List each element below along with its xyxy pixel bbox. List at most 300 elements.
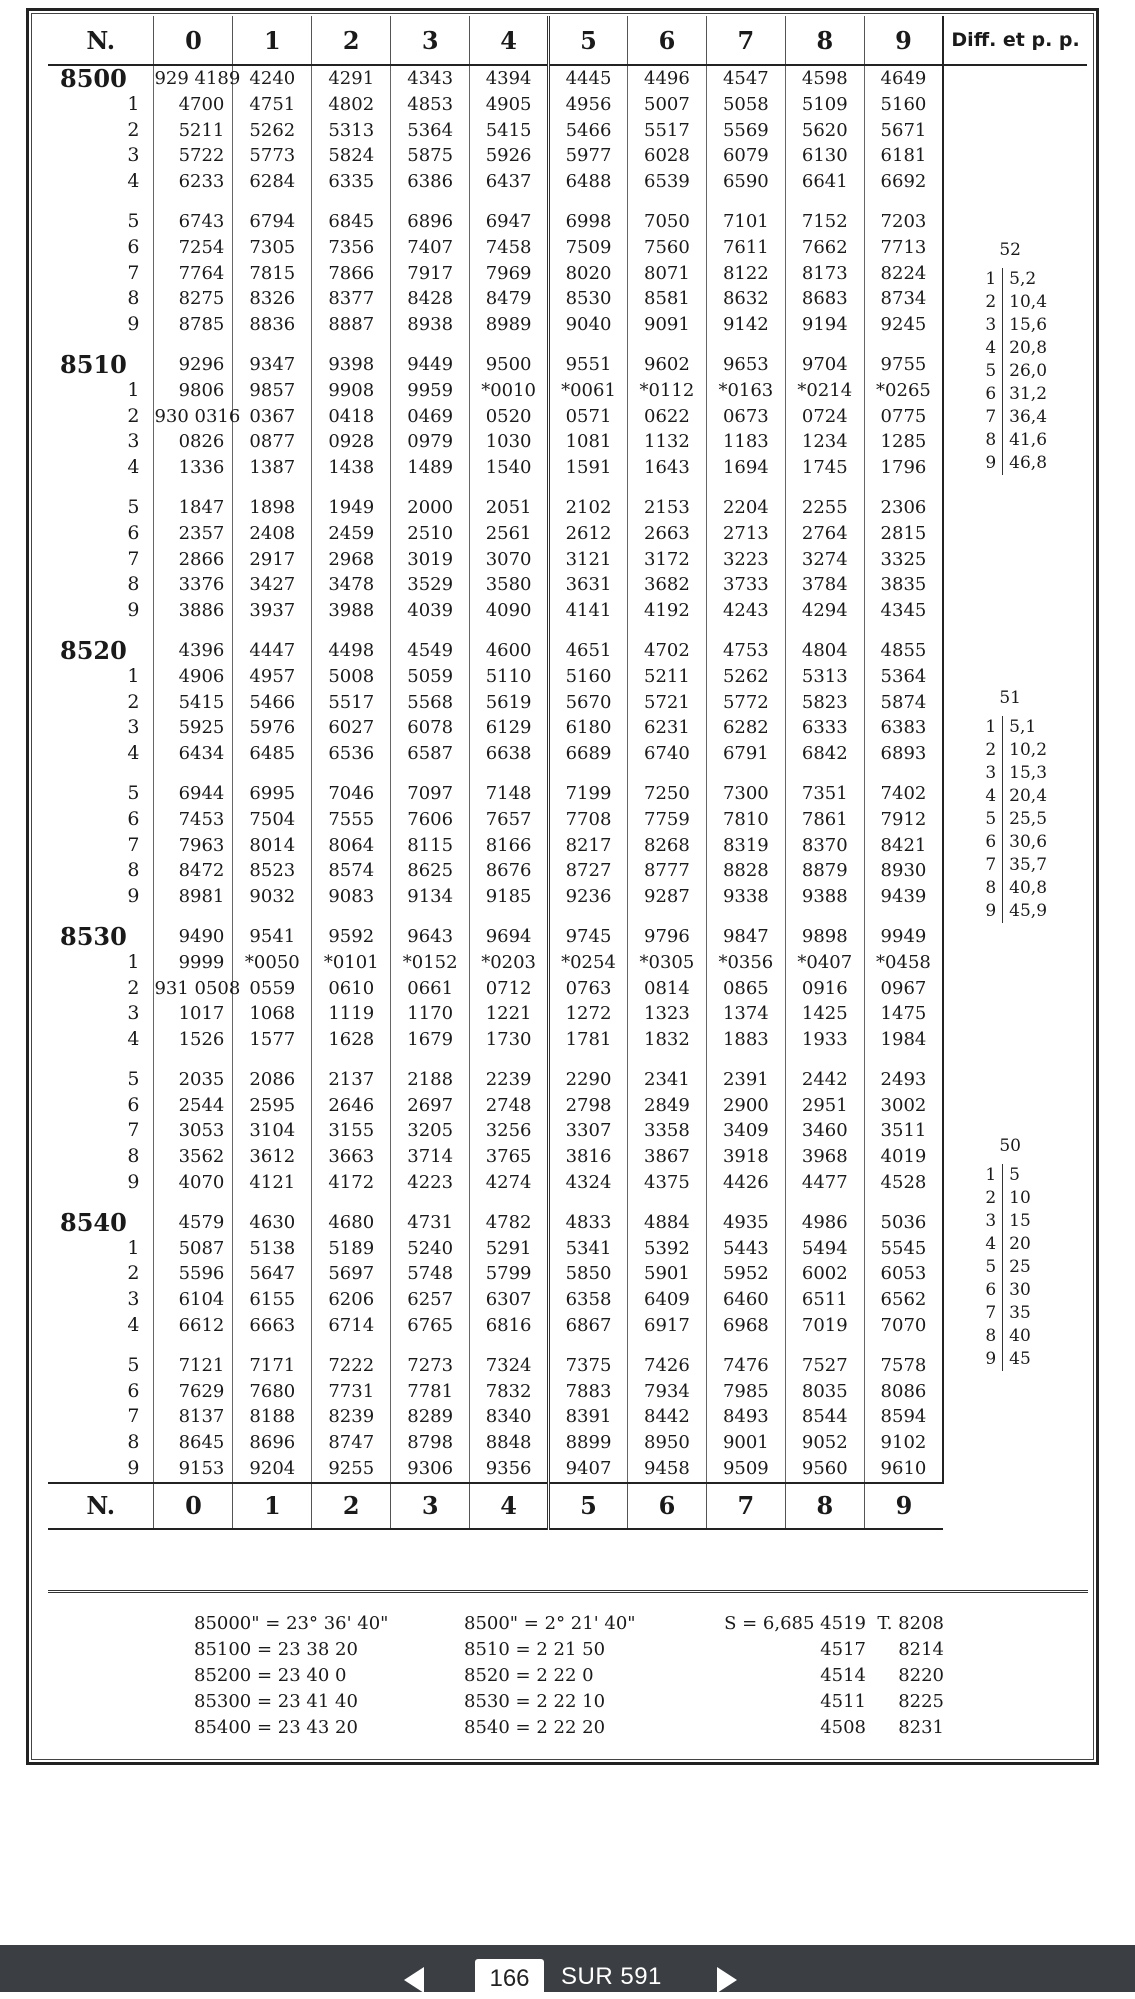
mantissa-cell: 4375 <box>627 1170 706 1196</box>
mantissa-cell: 6027 <box>312 715 391 741</box>
mantissa-cell: 7305 <box>233 235 312 261</box>
mantissa-cell: 8828 <box>706 858 785 884</box>
pp-digit: 1 <box>978 268 1003 291</box>
mantissa-cell: *0356 <box>706 950 785 976</box>
pp-digit: 5 <box>978 808 1003 831</box>
table-row <box>48 598 1087 624</box>
table-row <box>48 378 1087 404</box>
pp-container <box>944 66 1087 1483</box>
mantissa-cell: 1591 <box>549 455 628 481</box>
mantissa-cell: 3733 <box>706 572 785 598</box>
spacer-cell <box>706 1196 785 1210</box>
spacer-cell <box>706 1053 785 1067</box>
footer-line: 8214 <box>898 1639 944 1660</box>
s-values-column <box>684 1611 866 1741</box>
mantissa-cell: 6409 <box>627 1287 706 1313</box>
mantissa-cell: 8696 <box>233 1430 312 1456</box>
spacer-cell <box>48 1053 154 1067</box>
spacer-cell <box>470 195 549 209</box>
footer-line: 8540 = 2 22 20 <box>464 1717 606 1738</box>
table-row <box>48 833 1087 859</box>
mantissa-cell: 8217 <box>549 833 628 859</box>
mantissa-cell: 4426 <box>706 1170 785 1196</box>
mantissa-cell: 5007 <box>627 92 706 118</box>
group-spacer <box>48 338 1087 352</box>
table-row <box>48 1001 1087 1027</box>
header-col-0: 0 <box>154 16 233 65</box>
header-col-4: 4 <box>470 16 549 65</box>
mantissa-cell: 7861 <box>785 807 864 833</box>
row-number: 7 <box>127 833 140 856</box>
spacer-cell <box>785 1053 864 1067</box>
spacer-cell <box>391 1196 470 1210</box>
spacer-cell <box>154 910 233 924</box>
spacer-cell <box>154 1339 233 1353</box>
mantissa-cell: 7917 <box>391 261 470 287</box>
footer-line: 85200 = 23 40 0 <box>194 1665 347 1686</box>
pp-digit: 6 <box>978 383 1003 406</box>
mantissa-cell: 9052 <box>785 1430 864 1456</box>
pp-value: 20 <box>1009 1233 1031 1254</box>
mantissa-cell: 5494 <box>785 1236 864 1262</box>
mantissa-cell: 6638 <box>470 741 549 767</box>
mantissa-cell: 6995 <box>233 781 312 807</box>
mantissa-cell: 6437 <box>470 169 549 195</box>
mantissa-cell: 8319 <box>706 833 785 859</box>
pp-value: 41,6 <box>1009 429 1048 450</box>
mantissa-cell: 8137 <box>154 1404 233 1430</box>
table-row <box>48 495 1087 521</box>
mantissa-cell: 8798 <box>391 1430 470 1456</box>
spacer-cell <box>706 1339 785 1353</box>
mantissa-cell: 5545 <box>864 1236 943 1262</box>
mantissa-cell: *0305 <box>627 950 706 976</box>
mantissa-cell: 1781 <box>549 1027 628 1053</box>
mantissa-cell: 5189 <box>312 1236 391 1262</box>
mantissa-cell: 5392 <box>627 1236 706 1262</box>
spacer-cell <box>864 338 943 352</box>
mantissa-cell: 8479 <box>470 286 549 312</box>
mantissa-cell: 4498 <box>312 638 391 664</box>
pp-digit: 5 <box>978 360 1003 383</box>
mantissa-cell: 7222 <box>312 1353 391 1379</box>
mantissa-cell: 7509 <box>549 235 628 261</box>
mantissa-cell: 9347 <box>233 352 312 378</box>
mantissa-cell: 9490 <box>154 924 233 950</box>
mantissa-cell: 5670 <box>549 690 628 716</box>
footer-line: 8500" = 2° 21' 40" <box>464 1613 636 1634</box>
mantissa-cell: 8625 <box>391 858 470 884</box>
mantissa-cell: 5976 <box>233 715 312 741</box>
mantissa-cell: 9142 <box>706 312 785 338</box>
mantissa-cell: 8493 <box>706 1404 785 1430</box>
pp-digit: 9 <box>978 900 1003 923</box>
spacer-cell <box>864 195 943 209</box>
table-row <box>48 884 1087 910</box>
table-row <box>48 1067 1087 1093</box>
mantissa-cell: 6358 <box>549 1287 628 1313</box>
mantissa-cell: 7985 <box>706 1379 785 1405</box>
pp-row <box>978 739 1047 762</box>
mantissa-cell: 4753 <box>706 638 785 664</box>
pp-row <box>978 291 1047 314</box>
group-spacer <box>48 910 1087 924</box>
previous-page-button[interactable] <box>398 1961 430 1992</box>
mantissa-cell: 5466 <box>549 118 628 144</box>
mantissa-cell: 1540 <box>470 455 549 481</box>
mantissa-cell: 4396 <box>154 638 233 664</box>
mantissa-cell: 4528 <box>864 1170 943 1196</box>
spacer-cell <box>48 481 154 495</box>
mantissa-cell: 2595 <box>233 1093 312 1119</box>
mantissa-cell: 8887 <box>312 312 391 338</box>
mantissa-cell: 3155 <box>312 1118 391 1144</box>
row-number: 9 <box>127 885 140 908</box>
table-row <box>48 455 1087 481</box>
mantissa-cell: 7883 <box>549 1379 628 1405</box>
pp-digit: 3 <box>978 762 1003 785</box>
mantissa-cell: 7407 <box>391 235 470 261</box>
mantissa-cell: 9847 <box>706 924 785 950</box>
mantissa-cell: 1475 <box>864 1001 943 1027</box>
mantissa-cell: 3104 <box>233 1118 312 1144</box>
mantissa-cell: 1323 <box>627 1001 706 1027</box>
row-spacer <box>48 195 1087 209</box>
group-spacer <box>48 1196 1087 1210</box>
mantissa-cell: 4547 <box>706 65 785 92</box>
spacer-cell <box>470 481 549 495</box>
mantissa-cell: 3172 <box>627 547 706 573</box>
mantissa-cell: 6842 <box>785 741 864 767</box>
mantissa-cell: 2051 <box>470 495 549 521</box>
pp-digit: 6 <box>978 831 1003 854</box>
mantissa-cell: 6434 <box>154 741 233 767</box>
mantissa-cell: *0112 <box>627 378 706 404</box>
page-number-input[interactable] <box>475 1959 544 1999</box>
spacer-cell <box>48 767 154 781</box>
chevron-left-icon <box>404 1967 424 1993</box>
mantissa-cell: 0814 <box>627 976 706 1002</box>
mantissa-cell: 8899 <box>549 1430 628 1456</box>
t-values-column <box>864 1611 944 1741</box>
spacer-cell <box>627 767 706 781</box>
mantissa-cell: 6307 <box>470 1287 549 1313</box>
pp-value: 10,2 <box>1009 739 1048 760</box>
pp-row <box>978 1325 1042 1348</box>
mantissa-cell: 931 0508 <box>154 976 233 1002</box>
mantissa-cell: 4751 <box>233 92 312 118</box>
mantissa-cell: 8188 <box>233 1404 312 1430</box>
mantissa-cell: 8275 <box>154 286 233 312</box>
spacer-cell <box>785 195 864 209</box>
mantissa-cell: 2239 <box>470 1067 549 1093</box>
arc-seconds-column-small <box>464 1611 636 1741</box>
mantissa-cell: 5341 <box>549 1236 628 1262</box>
table-row <box>48 209 1087 235</box>
spacer-cell <box>312 1053 391 1067</box>
mantissa-cell: 2102 <box>549 495 628 521</box>
header-n: N. <box>48 16 154 65</box>
table-row <box>48 1353 1087 1379</box>
mantissa-cell: 9949 <box>864 924 943 950</box>
mantissa-cell: 5517 <box>312 690 391 716</box>
mantissa-cell: 6284 <box>233 169 312 195</box>
mantissa-cell: 6893 <box>864 741 943 767</box>
row-number: 2 <box>127 690 140 713</box>
mantissa-cell: 9704 <box>785 352 864 378</box>
mantissa-cell: 4600 <box>470 638 549 664</box>
mantissa-cell: 5671 <box>864 118 943 144</box>
mantissa-cell: 3427 <box>233 572 312 598</box>
footer-col-5: 5 <box>549 1483 628 1529</box>
mantissa-cell: 5722 <box>154 143 233 169</box>
mantissa-cell: 7453 <box>154 807 233 833</box>
footer-line: 85000" = 23° 36' 40" <box>194 1613 389 1634</box>
mantissa-cell: 6867 <box>549 1313 628 1339</box>
mantissa-cell: 3019 <box>391 547 470 573</box>
mantissa-cell: *0050 <box>233 950 312 976</box>
mantissa-cell: 9338 <box>706 884 785 910</box>
mantissa-cell: 7832 <box>470 1379 549 1405</box>
spacer-cell <box>706 767 785 781</box>
spacer-cell <box>470 624 549 638</box>
table-row <box>48 1261 1087 1287</box>
mantissa-cell: 8950 <box>627 1430 706 1456</box>
mantissa-cell: 2866 <box>154 547 233 573</box>
mantissa-cell: 9091 <box>627 312 706 338</box>
table-row <box>48 781 1087 807</box>
mantissa-cell: 8326 <box>233 286 312 312</box>
mantissa-cell: 6587 <box>391 741 470 767</box>
mantissa-cell: 6689 <box>549 741 628 767</box>
mantissa-cell: 5850 <box>549 1261 628 1287</box>
mantissa-cell: 4905 <box>470 92 549 118</box>
mantissa-cell: 3816 <box>549 1144 628 1170</box>
mantissa-cell: 9458 <box>627 1456 706 1483</box>
spacer-cell <box>391 338 470 352</box>
mantissa-cell: 5138 <box>233 1236 312 1262</box>
mantissa-cell: 7527 <box>785 1353 864 1379</box>
row-number: 7 <box>127 261 140 284</box>
mantissa-cell: 9643 <box>391 924 470 950</box>
footer-diff-blank <box>943 1483 1087 1529</box>
mantissa-cell: 8268 <box>627 833 706 859</box>
mantissa-cell: 6028 <box>627 143 706 169</box>
mantissa-cell: 6612 <box>154 1313 233 1339</box>
spacer-cell <box>627 1053 706 1067</box>
mantissa-cell: 2646 <box>312 1093 391 1119</box>
conversion-footer <box>48 1590 1088 1753</box>
spacer-cell <box>470 910 549 924</box>
mantissa-cell: 0763 <box>549 976 628 1002</box>
pp-value: 15,6 <box>1009 314 1048 335</box>
mantissa-cell: 2357 <box>154 521 233 547</box>
pp-value: 20,4 <box>1009 785 1048 806</box>
mantissa-cell: 7152 <box>785 209 864 235</box>
mantissa-cell: 9356 <box>470 1456 549 1483</box>
table-row <box>48 1170 1087 1196</box>
mantissa-cell: 0673 <box>706 404 785 430</box>
mantissa-cell: 7101 <box>706 209 785 235</box>
mantissa-cell: 6206 <box>312 1287 391 1313</box>
spacer-cell <box>785 481 864 495</box>
mantissa-cell: 1984 <box>864 1027 943 1053</box>
table-row <box>48 521 1087 547</box>
pp-value: 10 <box>1009 1187 1031 1208</box>
mantissa-cell: 0967 <box>864 976 943 1002</box>
pp-value: 46,8 <box>1009 452 1048 473</box>
pp-value: 45 <box>1009 1348 1031 1369</box>
spacer-cell <box>864 1196 943 1210</box>
mantissa-cell: 1017 <box>154 1001 233 1027</box>
next-page-button[interactable] <box>711 1961 743 1992</box>
footer-col-7: 7 <box>706 1483 785 1529</box>
mantissa-cell: 8645 <box>154 1430 233 1456</box>
mantissa-cell: 2713 <box>706 521 785 547</box>
mantissa-cell: 8086 <box>864 1379 943 1405</box>
header-col-9: 9 <box>864 16 943 65</box>
mantissa-cell: 8020 <box>549 261 628 287</box>
pp-digit: 1 <box>978 716 1003 739</box>
mantissa-cell: 1387 <box>233 455 312 481</box>
mantissa-cell: *0163 <box>706 378 785 404</box>
spacer-cell <box>312 481 391 495</box>
pp-row <box>978 1256 1042 1279</box>
mantissa-cell: 1526 <box>154 1027 233 1053</box>
mantissa-cell: 5036 <box>864 1210 943 1236</box>
mantissa-cell: 8836 <box>233 312 312 338</box>
pp-row <box>978 831 1047 854</box>
table-row <box>48 638 1087 664</box>
spacer-cell <box>233 767 312 781</box>
mantissa-cell: 1643 <box>627 455 706 481</box>
spacer-cell <box>549 481 628 495</box>
mantissa-cell: 5059 <box>391 664 470 690</box>
row-number: 1 <box>127 664 140 687</box>
mantissa-cell: 1272 <box>549 1001 628 1027</box>
mantissa-cell: 7476 <box>706 1353 785 1379</box>
pp-difference-header: 50 <box>999 1136 1021 1156</box>
mantissa-cell: 4549 <box>391 638 470 664</box>
mantissa-cell: 9959 <box>391 378 470 404</box>
mantissa-cell: 6231 <box>627 715 706 741</box>
mantissa-cell: 9694 <box>470 924 549 950</box>
table-row <box>48 664 1087 690</box>
mantissa-cell: 9653 <box>706 352 785 378</box>
mantissa-cell: 7560 <box>627 235 706 261</box>
mantissa-cell: 8785 <box>154 312 233 338</box>
mantissa-cell: 7121 <box>154 1353 233 1379</box>
mantissa-cell: 7759 <box>627 807 706 833</box>
mantissa-cell: 3070 <box>470 547 549 573</box>
pp-row <box>978 1348 1042 1371</box>
mantissa-cell: 0622 <box>627 404 706 430</box>
mantissa-cell: 1234 <box>785 429 864 455</box>
spacer-cell <box>627 1196 706 1210</box>
mantissa-cell: 5160 <box>864 92 943 118</box>
mantissa-cell: 8071 <box>627 261 706 287</box>
pp-row <box>978 360 1047 383</box>
mantissa-cell: 1832 <box>627 1027 706 1053</box>
mantissa-cell: 7764 <box>154 261 233 287</box>
spacer-cell <box>470 1053 549 1067</box>
mantissa-cell: 4855 <box>864 638 943 664</box>
mantissa-cell: 8777 <box>627 858 706 884</box>
mantissa-cell: 1577 <box>233 1027 312 1053</box>
mantissa-cell: 7731 <box>312 1379 391 1405</box>
mantissa-cell: 5773 <box>233 143 312 169</box>
mantissa-cell: 9449 <box>391 352 470 378</box>
table-row <box>48 1118 1087 1144</box>
pp-row <box>978 452 1047 475</box>
spacer-cell <box>864 1339 943 1353</box>
header-diff: Diff. et p. p. <box>943 16 1087 65</box>
spacer-cell <box>706 338 785 352</box>
mantissa-cell: 4804 <box>785 638 864 664</box>
mantissa-cell: 2086 <box>233 1067 312 1093</box>
mantissa-cell: 7662 <box>785 235 864 261</box>
mantissa-cell: 6998 <box>549 209 628 235</box>
spacer-cell <box>154 481 233 495</box>
mantissa-cell: 6485 <box>233 741 312 767</box>
pp-row <box>978 406 1047 429</box>
spacer-cell <box>154 1196 233 1210</box>
mantissa-cell: 3784 <box>785 572 864 598</box>
mantissa-cell: 6692 <box>864 169 943 195</box>
pp-digit: 7 <box>978 854 1003 877</box>
row-number: 5 <box>127 1067 140 1090</box>
table-row <box>48 352 1087 378</box>
mantissa-cell: 4702 <box>627 638 706 664</box>
spacer-cell <box>233 481 312 495</box>
table-row <box>48 1093 1087 1119</box>
row-number: 4 <box>127 1028 140 1051</box>
mantissa-cell: 9755 <box>864 352 943 378</box>
pp-table <box>978 1134 1042 1371</box>
mantissa-cell: 8848 <box>470 1430 549 1456</box>
mantissa-cell: 3358 <box>627 1118 706 1144</box>
mantissa-cell: 5364 <box>864 664 943 690</box>
mantissa-cell: 6539 <box>627 169 706 195</box>
mantissa-cell: 4294 <box>785 598 864 624</box>
mantissa-cell: 5952 <box>706 1261 785 1287</box>
mantissa-cell: 6536 <box>312 741 391 767</box>
mantissa-cell: 7324 <box>470 1353 549 1379</box>
mantissa-cell: 5569 <box>706 118 785 144</box>
mantissa-cell: 4957 <box>233 664 312 690</box>
mantissa-cell: 5799 <box>470 1261 549 1287</box>
row-spacer <box>48 481 1087 495</box>
spacer-cell <box>312 195 391 209</box>
spacer-cell <box>627 338 706 352</box>
mantissa-cell: 3529 <box>391 572 470 598</box>
pp-row <box>978 314 1047 337</box>
page-total-label: SUR 591 <box>561 1963 662 1990</box>
spacer-cell <box>154 1053 233 1067</box>
mantissa-cell: 5109 <box>785 92 864 118</box>
mantissa-cell: 1170 <box>391 1001 470 1027</box>
header-col-5: 5 <box>549 16 628 65</box>
mantissa-cell: 2137 <box>312 1067 391 1093</box>
mantissa-cell: 8340 <box>470 1404 549 1430</box>
chevron-right-icon <box>717 1967 737 1993</box>
header-col-8: 8 <box>785 16 864 65</box>
mantissa-cell: 6002 <box>785 1261 864 1287</box>
mantissa-cell: 3631 <box>549 572 628 598</box>
mantissa-cell: 4956 <box>549 92 628 118</box>
footer-col-3: 3 <box>391 1483 470 1529</box>
spacer-cell <box>470 1196 549 1210</box>
